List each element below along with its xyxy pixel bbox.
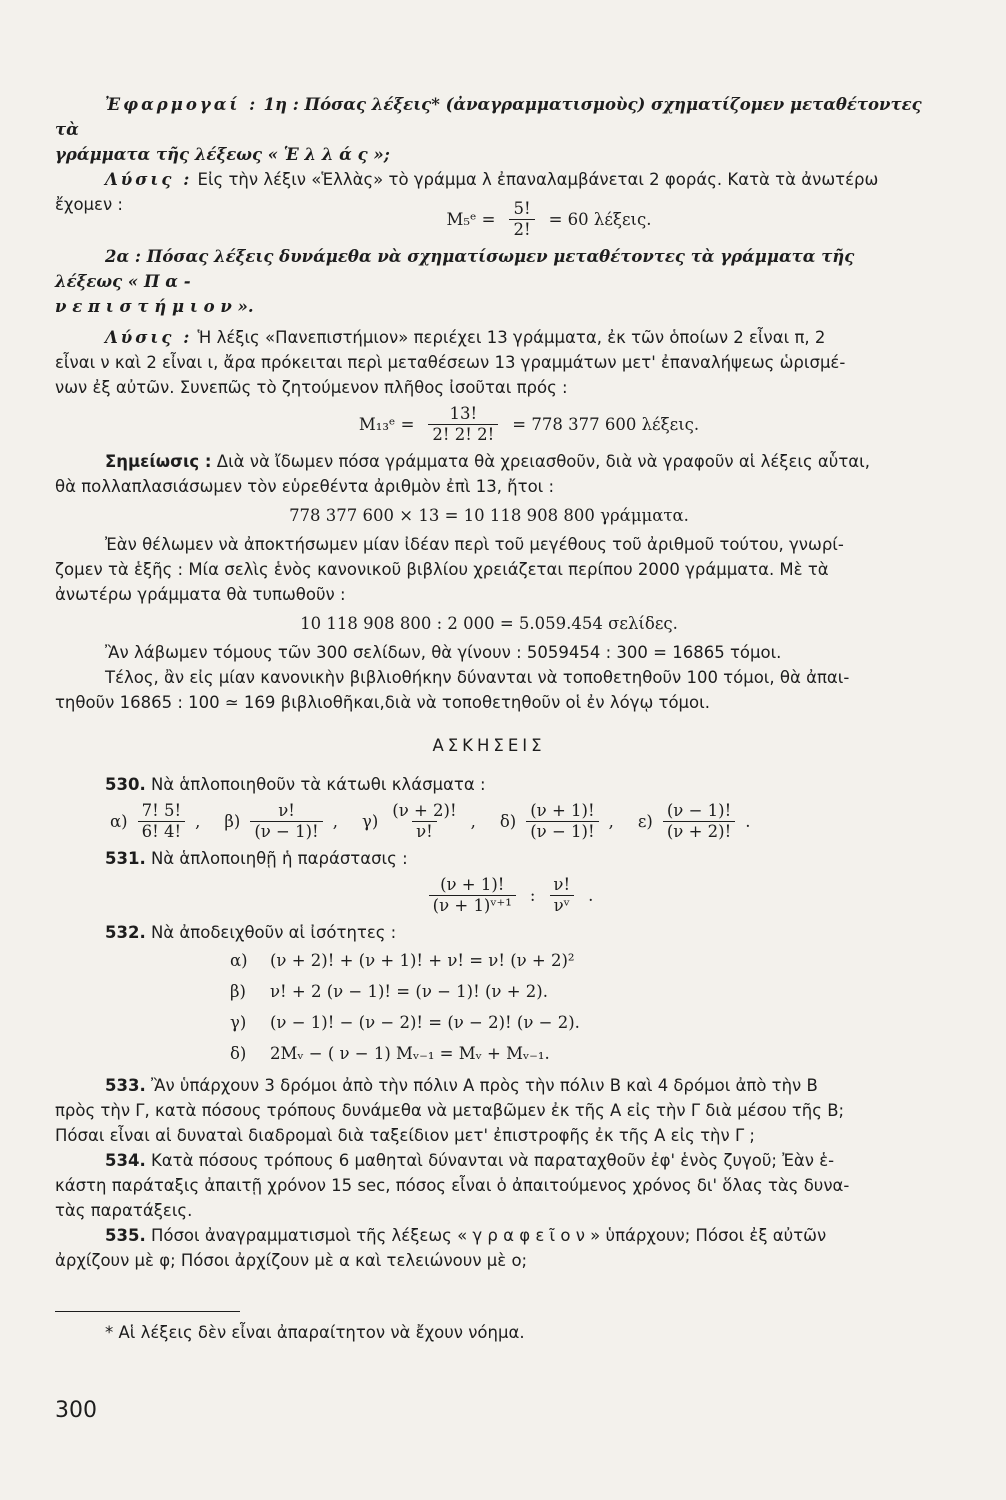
ex534-line3: τὰς παρατάξεις. bbox=[55, 1201, 193, 1220]
app2-sol-line1: Ἡ λέξις «Πανεπιστήμιον» περιέχει 13 γράμματα, ἐκ τῶν ὁποίων 2 εἶναι π, 2 bbox=[197, 328, 826, 347]
ex530-item-label: α) bbox=[110, 812, 128, 831]
ex531-f2-num: ν! bbox=[553, 875, 571, 894]
app1-sol-text2: ἔχομεν : bbox=[55, 195, 123, 214]
app2-formula-fraction bbox=[428, 404, 498, 445]
ex531-f2-den: νᵛ bbox=[550, 895, 574, 916]
ex530-item-fraction bbox=[138, 801, 186, 842]
ex532-line bbox=[55, 920, 923, 945]
ex531-expression bbox=[95, 875, 923, 916]
ex530-item-num: 7! 5! bbox=[141, 801, 182, 820]
footnote-rule bbox=[55, 1311, 240, 1312]
app2-formula bbox=[135, 404, 923, 445]
ex530-item-sep: , bbox=[332, 812, 338, 831]
ex530-num: 530. bbox=[105, 775, 146, 794]
ex533-text1: Ἂν ὑπάρχουν 3 δρόμοι ἀπὸ τὴν πόλιν Α πρὸς τὴν πόλιν Β καὶ 4 δρόμοι ἀπὸ τὴν Β bbox=[150, 1076, 818, 1095]
app2-formula-den: 2! 2! 2! bbox=[428, 424, 498, 445]
ex530-item-num: (ν − 1)! bbox=[666, 801, 732, 820]
ex530-item-num: (ν + 1)! bbox=[530, 801, 595, 820]
app1-line1 bbox=[55, 92, 923, 142]
ex530-item-sep: . bbox=[745, 812, 751, 831]
ex530-item-label: δ) bbox=[499, 812, 517, 831]
ex534-line2: κάστη παράταξις ἀπαιτῇ χρόνον 15 sec, πόσος εἶναι ὁ ἀπαιτούμενος χρόνος δι' ὅλας τὰς δυνα- bbox=[55, 1176, 850, 1195]
app1-label: Ἐφαρμογαί : bbox=[105, 95, 259, 114]
ex531-text: Νὰ ἁπλοποιηθῇ ἡ παράστασις : bbox=[150, 849, 408, 868]
note-line1 bbox=[55, 449, 923, 474]
app1-sol-label: Λύσις : bbox=[105, 170, 193, 189]
note-line3: Ἐὰν θέλωμεν νὰ ἀποκτήσωμεν μίαν ἰδέαν περὶ τοῦ μεγέθους τοῦ ἀριθμοῦ τούτου, γνωρί- bbox=[105, 535, 844, 554]
app2-solution bbox=[55, 325, 923, 350]
app2-formula-lhs: M₁₃ᵉ = bbox=[358, 415, 415, 434]
ex535-line2: ἀρχίζουν μὲ φ; Πόσοι ἀρχίζουν μὲ α καὶ τελειώνουν μὲ ο; bbox=[55, 1251, 528, 1270]
app2-text1: 2α : Πόσας λέξεις δυνάμεθα νὰ σχηματίσωμεν μεταθέτοντες τὰ γράμματα τῆς λέξεως « Π α - bbox=[55, 247, 855, 291]
ex532-label: α) bbox=[230, 951, 248, 970]
ex532-expr: (ν − 1)! − (ν − 2)! = (ν − 2)! (ν − 2). bbox=[270, 1013, 580, 1032]
app1-text2: γράμματα τῆς λέξεως « Ἑ λ λ ά ς »; bbox=[55, 145, 390, 164]
ex531-line bbox=[55, 846, 923, 871]
app1-formula-num: 5! bbox=[513, 199, 531, 218]
app2-sol-line3: νων ἐξ αὐτῶν. Συνεπῶς τὸ ζητούμενον πλῆθος ἰσοῦται πρός : bbox=[55, 378, 568, 397]
ex533-line2: πρὸς τὴν Γ, κατὰ πόσους τρόπους δυνάμεθα νὰ μεταβῶμεν ἐκ τῆς Α εἰς τὴν Γ διὰ μέσου τῆς Β; bbox=[55, 1101, 845, 1120]
ex530-item-label: β) bbox=[224, 812, 241, 831]
ex532-identity bbox=[230, 945, 923, 976]
ex530-text: Νὰ ἁπλοποιηθοῦν τὰ κάτωθι κλάσματα : bbox=[150, 775, 486, 794]
ex532-identities bbox=[230, 945, 923, 1069]
ex530-item-num: (ν + 2)! bbox=[392, 801, 457, 820]
page-number: 300 bbox=[55, 1398, 97, 1423]
ex532-num: 532. bbox=[105, 923, 146, 942]
ex532-identity bbox=[230, 976, 923, 1007]
ex530-item-sep: , bbox=[608, 812, 614, 831]
ex535-line1 bbox=[55, 1223, 923, 1248]
ex530-line bbox=[55, 772, 923, 797]
page-body bbox=[55, 92, 923, 1345]
ex532-identity bbox=[230, 1038, 923, 1069]
ex530-item-label: ε) bbox=[637, 812, 653, 831]
app1-text1: 1η : Πόσας λέξεις* (ἀναγραμματισμοὺς) σχηματίζομεν μεταθέτοντες τὰ bbox=[55, 95, 922, 139]
note-calc1: 778 377 600 × 13 = 10 118 908 800 γράμματα. bbox=[289, 506, 689, 525]
ex532-expr: (ν + 2)! + (ν + 1)! + ν! = ν! (ν + 2)² bbox=[270, 951, 575, 970]
app1-solution bbox=[55, 167, 923, 192]
ex534-line1 bbox=[55, 1148, 923, 1173]
app1-sol-text: Εἰς τὴν λέξιν «Ἑλλὰς» τὸ γράμμα λ ἐπαναλαμβάνεται 2 φοράς. Κατὰ τὰ ἀνωτέρω bbox=[197, 170, 879, 189]
ex530-item-fraction bbox=[526, 801, 598, 842]
ex531-num: 531. bbox=[105, 849, 146, 868]
ex532-label: δ) bbox=[230, 1044, 247, 1063]
ex531-end: . bbox=[588, 886, 594, 905]
ex531-f1-den: (ν + 1)ᵛ⁺¹ bbox=[429, 895, 516, 916]
ex530-item-fraction bbox=[663, 801, 735, 842]
ex533-num: 533. bbox=[105, 1076, 146, 1095]
ex532-label: γ) bbox=[230, 1013, 247, 1032]
app2-sol-line2: εἶναι ν καὶ 2 εἶναι ι, ἄρα πρόκειται περὶ μεταθέσεων 13 γραμμάτων μετ' ἐπαναλήψεως ὡρισμέ- bbox=[55, 353, 846, 372]
ex530-item-sep: , bbox=[470, 812, 476, 831]
app2-formula-num: 13! bbox=[449, 404, 478, 423]
app2-sol-label: Λύσις : bbox=[105, 328, 193, 347]
ex532-expr: ν! + 2 (ν − 1)! = (ν − 1)! (ν + 2). bbox=[270, 982, 548, 1001]
note-line2: θὰ πολλαπλασιάσωμεν τὸν εὑρεθέντα ἀριθμὸν ἐπὶ 13, ἤτοι : bbox=[55, 477, 555, 496]
note-line6: Ἂν λάβωμεν τόμους τῶν 300 σελίδων, θὰ γίνουν : 5059454 : 300 = 16865 τόμοι. bbox=[105, 643, 782, 662]
ex530-item-fraction bbox=[250, 801, 322, 842]
note-line7: Τέλος, ἂν εἰς μίαν κανονικὴν βιβλιοθήκην δύνανται νὰ τοποθετηθοῦν 100 τόμοι, θὰ ἀπαι- bbox=[105, 668, 850, 687]
app2-formula-rhs: = 778 377 600 λέξεις. bbox=[512, 415, 700, 434]
ex532-text: Νὰ ἀποδειχθοῦν αἱ ἰσότητες : bbox=[150, 923, 397, 942]
ex530-fractions bbox=[110, 801, 923, 842]
ex530-item-den: ν! bbox=[412, 821, 437, 842]
note-line8: τηθοῦν 16865 : 100 ≃ 169 βιβλιοθῆκαι,διὰ νὰ τοποθετηθοῦν οἱ ἐν λόγῳ τόμοι. bbox=[55, 693, 710, 712]
note-label: Σημείωσις : bbox=[105, 452, 212, 471]
note-calc2: 10 118 908 800 : 2 000 = 5.059.454 σελίδες. bbox=[300, 614, 678, 633]
ex534-num: 534. bbox=[105, 1151, 146, 1170]
ex532-expr: 2Mᵥ − ( ν − 1) Mᵥ₋₁ = Mᵥ + Mᵥ₋₁. bbox=[270, 1044, 550, 1063]
footnote: * Αἱ λέξεις δὲν εἶναι ἀπαραίτητον νὰ ἔχουν νόημα. bbox=[105, 1323, 525, 1342]
ex531-fraction-2 bbox=[549, 875, 574, 916]
note-line4: ζομεν τὰ ἑξῆς : Μία σελὶς ἑνὸς κανονικοῦ βιβλίου χρειάζεται περίπου 2000 γράμματα. Μὲ τὰ bbox=[55, 560, 829, 579]
exercises-heading: ΑΣΚΗΣΕΙΣ bbox=[432, 736, 546, 755]
app1-formula-den: 2! bbox=[509, 219, 534, 240]
ex530-item-fraction bbox=[388, 801, 460, 842]
ex532-label: β) bbox=[230, 982, 246, 1001]
ex533-line1 bbox=[55, 1073, 923, 1098]
note-text1: Διὰ νὰ ἴδωμεν πόσα γράμματα θὰ χρειασθοῦν, διὰ νὰ γραφοῦν αἱ λέξεις αὗται, bbox=[216, 452, 870, 471]
ex535-text1: Πόσοι ἀναγραμματισμοὶ τῆς λέξεως « γ ρ α φ ε ῖ ο ν » ὑπάρχουν; Πόσοι ἐξ αὐτῶν bbox=[150, 1226, 827, 1245]
app1-formula-lhs: M₅ᵉ = bbox=[446, 210, 496, 229]
app1-formula bbox=[175, 199, 923, 240]
ex534-text1: Κατὰ πόσους τρόπους 6 μαθηταὶ δύνανται νὰ παραταχθοῦν ἐφ' ἑνὸς ζυγοῦ; Ἐὰν ἑ- bbox=[150, 1151, 835, 1170]
note-line5: ἀνωτέρω γράμματα θὰ τυπωθοῦν : bbox=[55, 585, 346, 604]
ex535-num: 535. bbox=[105, 1226, 146, 1245]
ex531-fraction-1 bbox=[429, 875, 516, 916]
ex530-item-den: (ν − 1)! bbox=[250, 821, 322, 842]
app1-formula-rhs: = 60 λέξεις. bbox=[548, 210, 652, 229]
ex530-item-sep: , bbox=[195, 812, 201, 831]
ex532-identity bbox=[230, 1007, 923, 1038]
ex531-f1-num: (ν + 1)! bbox=[440, 875, 505, 894]
ex530-item-den: 6! 4! bbox=[138, 821, 186, 842]
ex533-line3: Πόσαι εἶναι αἱ δυναταὶ διαδρομαὶ διὰ ταξείδιον μετ' ἐπιστροφῆς ἐκ τῆς Α εἰς τὴν Γ ; bbox=[55, 1126, 755, 1145]
app2-text2: ν ε π ι σ τ ή μ ι ο ν ». bbox=[55, 297, 254, 316]
ex530-item-num: ν! bbox=[278, 801, 295, 820]
ex530-item-den: (ν + 2)! bbox=[663, 821, 735, 842]
ex530-item-label: γ) bbox=[361, 812, 379, 831]
app1-formula-fraction bbox=[509, 199, 534, 240]
ex531-operator: : bbox=[529, 886, 536, 905]
ex530-item-den: (ν − 1)! bbox=[526, 821, 598, 842]
